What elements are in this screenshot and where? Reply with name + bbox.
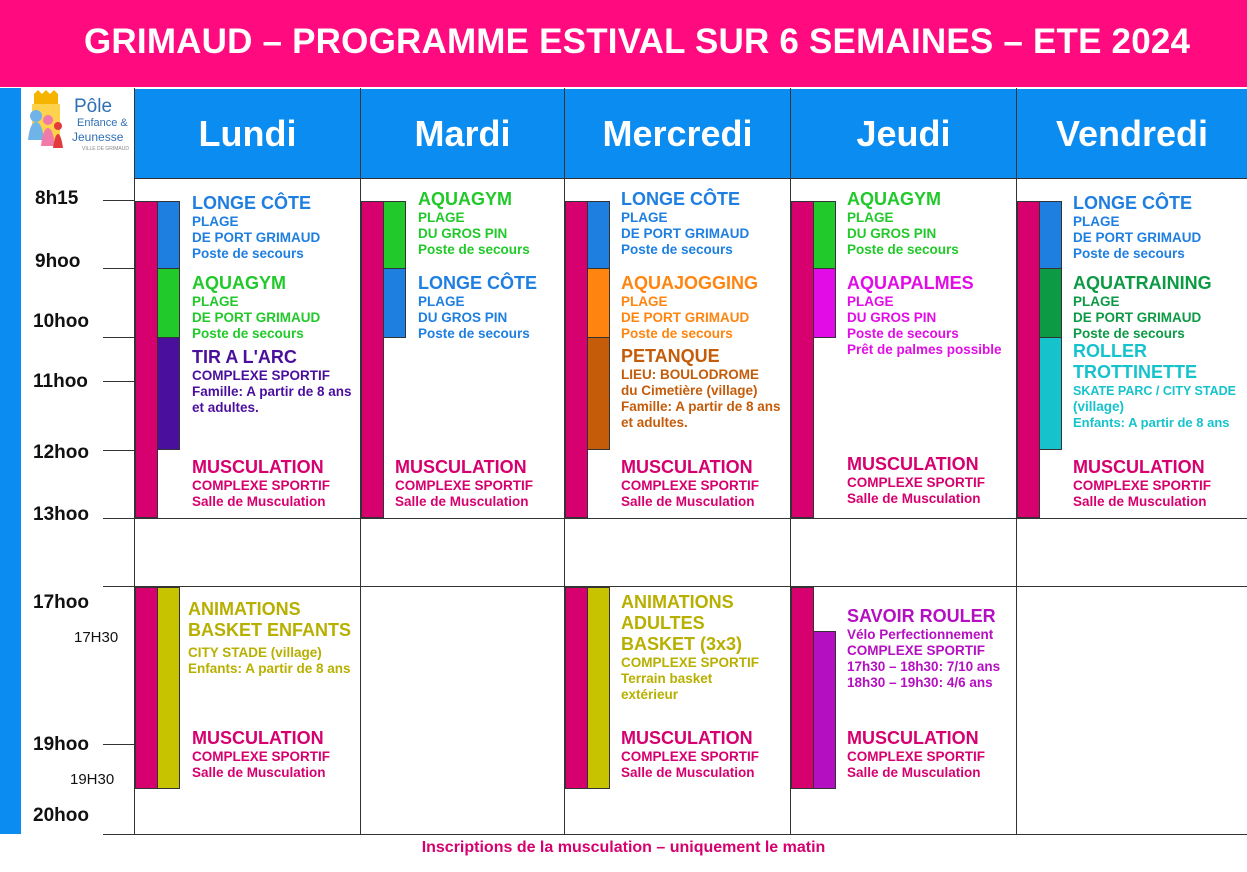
- activity-vendredi-roller: ROLLER TROTTINETTE SKATE PARC / CITY STADE (village) Enfants: A partir de 8 ans: [1073, 341, 1236, 430]
- grid-line: [134, 178, 1247, 179]
- grid-line: [103, 834, 1247, 835]
- logo-line1: Pôle: [74, 96, 113, 117]
- bar-mercredi-musculation: [565, 201, 588, 518]
- activity-jeudi-musculation-soir: MUSCULATION COMPLEXE SPORTIF Salle de Musculation: [847, 728, 986, 780]
- time-label: 17hoo: [33, 592, 89, 613]
- bar-mardi-musculation: [361, 201, 384, 518]
- time-label: 17H30: [74, 629, 119, 646]
- bar-jeudi-musculation-soir: [791, 587, 814, 789]
- time-label: 8h15: [35, 188, 79, 209]
- activity-jeudi-aquapalmes: AQUAPALMES PLAGE DU GROS PIN Poste de secours Prêt de palmes possible: [847, 273, 1002, 357]
- page-title: GRIMAUD – PROGRAMME ESTIVAL SUR 6 SEMAINES – ETE 2024: [84, 22, 1191, 61]
- time-tick: [103, 268, 134, 269]
- time-label: 13hoo: [33, 504, 89, 525]
- time-label: 10hoo: [33, 311, 89, 332]
- bar-vendredi-aquatraining: [1039, 268, 1062, 338]
- bar-mercredi-longe-cote: [587, 201, 610, 269]
- bar-jeudi-savoir-rouler: [813, 631, 836, 789]
- day-header-jeudi: Jeudi: [791, 89, 1016, 178]
- time-label: 19H30: [70, 771, 115, 788]
- bar-mercredi-musculation-soir: [565, 587, 588, 789]
- time-tick: [103, 381, 134, 382]
- time-tick: [103, 450, 134, 451]
- time-label: 20hoo: [33, 805, 89, 826]
- footer-note: Inscriptions de la musculation – uniquement le matin: [421, 839, 826, 856]
- time-tick: [103, 200, 134, 201]
- activity-lundi-basket: ANIMATIONS BASKET ENFANTS CITY STADE (village) Enfants: A partir de 8 ans: [188, 599, 352, 676]
- bar-mardi-longe-cote: [383, 268, 406, 338]
- activity-vendredi-longe-cote: LONGE CÔTE PLAGE DE PORT GRIMAUD Poste de secours: [1073, 193, 1202, 261]
- activity-vendredi-musculation: MUSCULATION COMPLEXE SPORTIF Salle de Musculation: [1073, 457, 1212, 509]
- time-label: 12hoo: [33, 442, 89, 463]
- bar-mercredi-petanque: [587, 337, 610, 450]
- bar-mercredi-basket: [587, 587, 610, 789]
- activity-lundi-musculation: MUSCULATION COMPLEXE SPORTIF Salle de Musculation: [192, 457, 331, 509]
- day-header-vendredi: Vendredi: [1017, 89, 1247, 178]
- bar-lundi-longe-cote: [157, 201, 180, 269]
- activity-jeudi-musculation: MUSCULATION COMPLEXE SPORTIF Salle de Musculation: [847, 454, 986, 506]
- logo-line2: Enfance &: [77, 117, 128, 129]
- day-header-lundi: Lundi: [135, 89, 360, 178]
- day-header-mardi: Mardi: [361, 89, 564, 178]
- time-label: 11hoo: [33, 371, 88, 392]
- activity-mercredi-longe-cote: LONGE CÔTE PLAGE DE PORT GRIMAUD Poste de secours: [621, 189, 750, 257]
- day-header-mercredi: Mercredi: [565, 89, 790, 178]
- activity-lundi-longe-cote: LONGE CÔTE PLAGE DE PORT GRIMAUD Poste de secours: [192, 193, 321, 261]
- pole-enfance-logo: [22, 90, 132, 160]
- activity-mardi-musculation: MUSCULATION COMPLEXE SPORTIF Salle de Musculation: [395, 457, 534, 509]
- activity-mercredi-musculation: MUSCULATION COMPLEXE SPORTIF Salle de Musculation: [621, 457, 760, 509]
- time-tick: [103, 337, 134, 338]
- left-accent-bar: [0, 88, 21, 834]
- logo-line4: VILLE DE GRIMAUD: [82, 146, 129, 152]
- grid-line: [103, 586, 1247, 587]
- bar-jeudi-aquapalmes: [813, 268, 836, 338]
- activity-jeudi-savoir-rouler: SAVOIR ROULER Vélo Perfectionnement COMPLEXE SPORTIF 17h30 – 18h30: 7/10 ans 18h30 – 19h30: 4/6 ans: [847, 606, 1001, 690]
- bar-jeudi-aquagym: [813, 201, 836, 269]
- grid-line: [103, 518, 1247, 519]
- bar-lundi-basket: [157, 587, 180, 789]
- bar-mercredi-aquajogging: [587, 268, 610, 338]
- time-label: 9hoo: [35, 251, 81, 272]
- time-tick: [103, 744, 134, 745]
- activity-mardi-aquagym: AQUAGYM PLAGE DU GROS PIN Poste de secours: [418, 189, 530, 257]
- activity-jeudi-aquagym: AQUAGYM PLAGE DU GROS PIN Poste de secours: [847, 189, 959, 257]
- bar-jeudi-musculation: [791, 201, 814, 518]
- bar-lundi-aquagym: [157, 268, 180, 338]
- activity-lundi-aquagym: AQUAGYM PLAGE DE PORT GRIMAUD Poste de secours: [192, 273, 321, 341]
- header-banner: [0, 0, 1247, 87]
- activity-mercredi-basket: ANIMATIONS ADULTES BASKET (3x3) COMPLEXE SPORTIF Terrain basket extérieur: [621, 592, 760, 702]
- activity-vendredi-aquatraining: AQUATRAINING PLAGE DE PORT GRIMAUD Poste de secours: [1073, 273, 1212, 341]
- activity-mercredi-petanque: PETANQUE LIEU: BOULODROME du Cimetière (village) Famille: A partir de 8 ans et adultes.: [621, 346, 781, 430]
- time-label: 19hoo: [33, 734, 89, 755]
- bar-lundi-tir-arc: [157, 337, 180, 450]
- bar-vendredi-musculation: [1017, 201, 1040, 518]
- bar-mardi-aquagym: [383, 201, 406, 269]
- bar-lundi-musculation: [135, 201, 158, 518]
- activity-mardi-longe-cote: LONGE CÔTE PLAGE DU GROS PIN Poste de secours: [418, 273, 538, 341]
- activity-lundi-musculation-soir: MUSCULATION COMPLEXE SPORTIF Salle de Musculation: [192, 728, 331, 780]
- bar-vendredi-roller: [1039, 337, 1062, 450]
- activity-mercredi-aquajogging: AQUAJOGGING PLAGE DE PORT GRIMAUD Poste de secours: [621, 273, 759, 341]
- activity-lundi-tir-arc: TIR A L'ARC COMPLEXE SPORTIF Famille: A partir de 8 ans et adultes.: [192, 347, 352, 415]
- activity-mercredi-musculation-soir: MUSCULATION COMPLEXE SPORTIF Salle de Musculation: [621, 728, 760, 780]
- logo-line3: Jeunesse: [72, 130, 124, 144]
- bar-vendredi-longe-cote: [1039, 201, 1062, 269]
- bar-lundi-musculation-soir: [135, 587, 158, 789]
